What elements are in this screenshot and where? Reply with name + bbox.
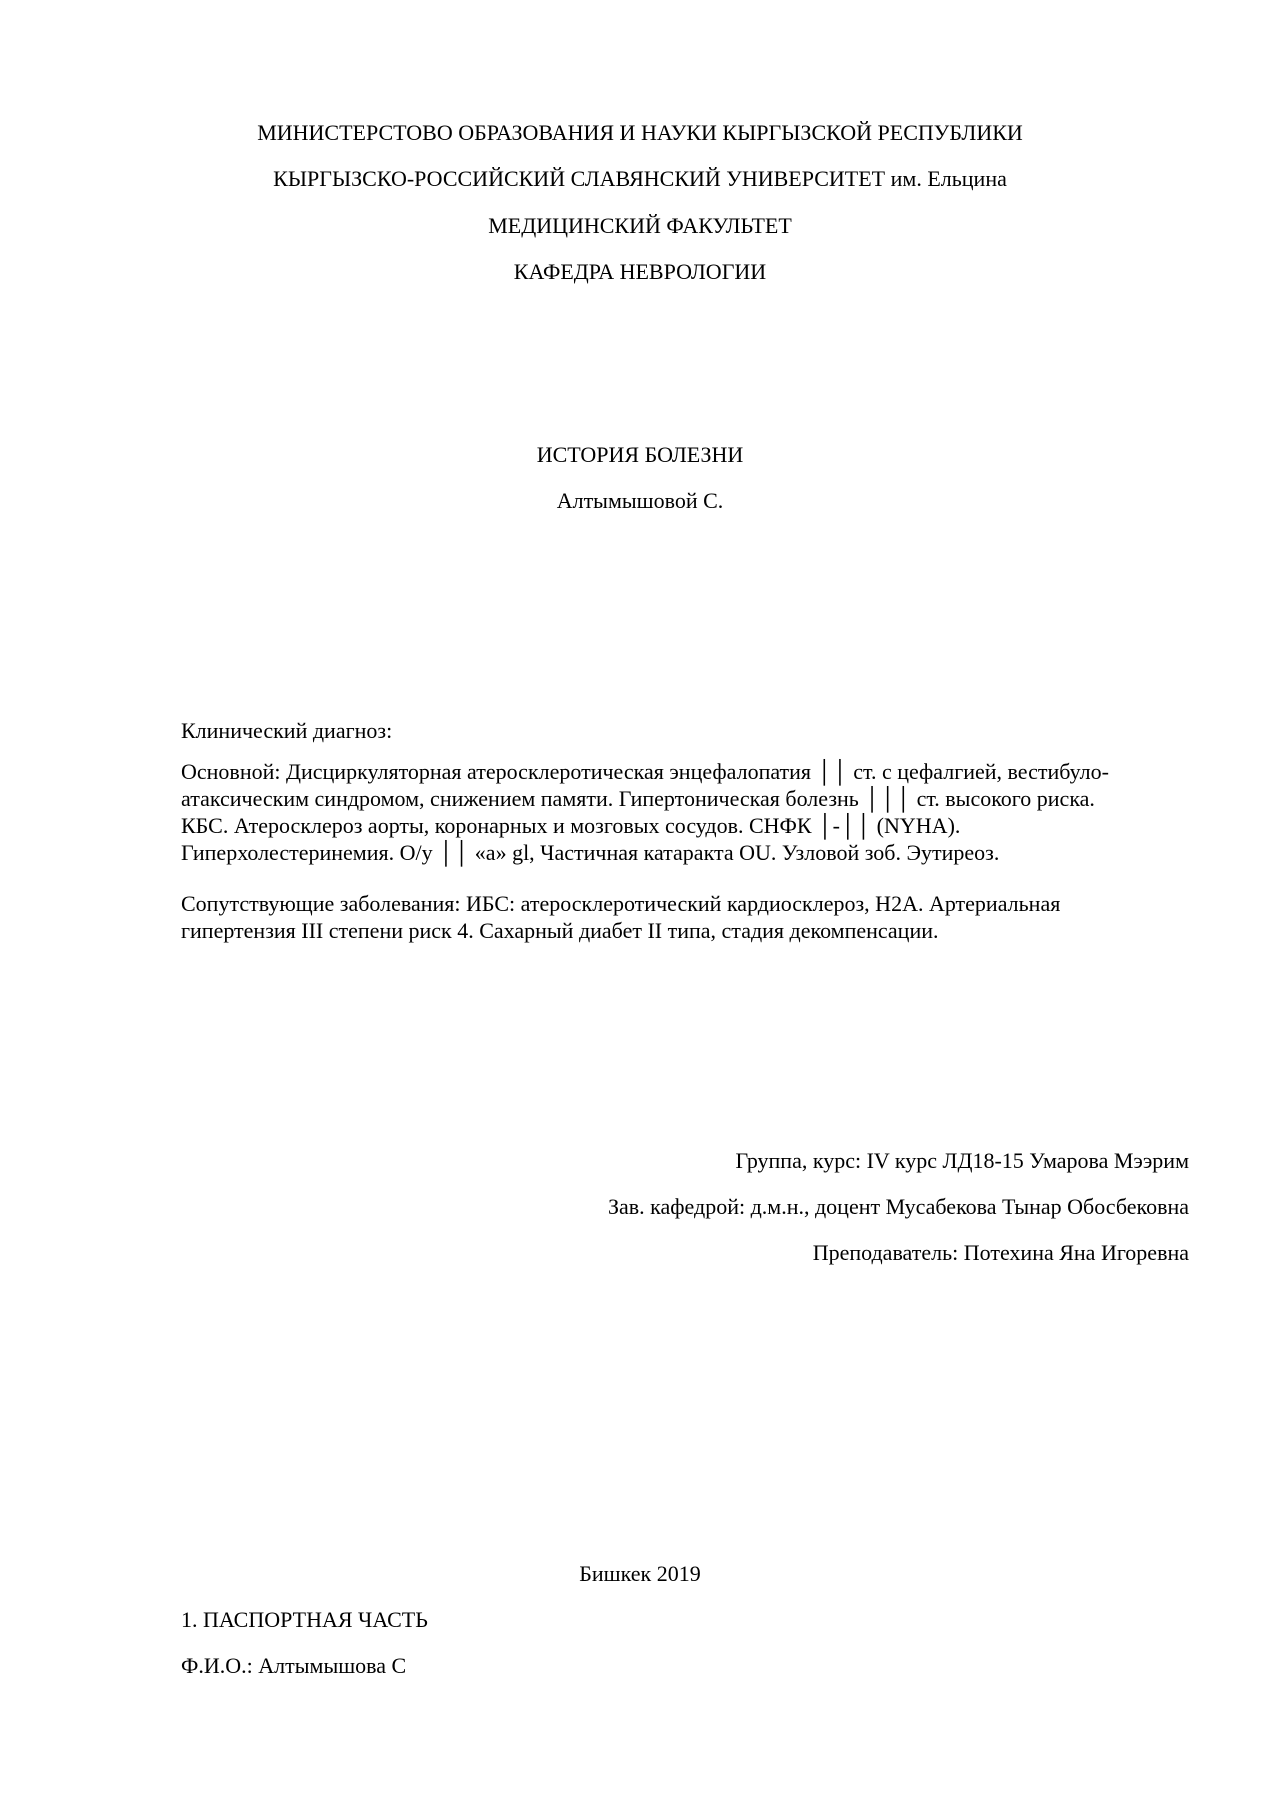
- teacher: Преподаватель: Потехина Яна Игоревна: [812, 1240, 1189, 1265]
- main-diagnosis-line: атаксическим синдромом, снижением памяти. Гипертоническая болезнь │││ ст. высокого риска.: [181, 786, 1095, 811]
- comorbid-diagnosis: [181, 890, 1191, 944]
- patient-fio: Ф.И.О.: Алтымышова С: [181, 1653, 407, 1678]
- comorbid-diagnosis-line: Сопутствующие заболевания: ИБС: атеросклеротический кардиосклероз, Н2А. Артериальная: [181, 891, 1061, 916]
- department-heading: КАФЕДРА НЕВРОЛОГИИ: [513, 259, 767, 284]
- main-diagnosis: [181, 758, 1191, 866]
- main-diagnosis-line: КБС. Атеросклероз аорты, коронарных и мозговых сосудов. СНФК │-││ (NYHA).: [181, 813, 961, 838]
- ministry-heading: МИНИСТЕРСТОВО ОБРАЗОВАНИЯ И НАУКИ КЫРГЫЗСКОЙ РЕСПУБЛИКИ: [257, 120, 1023, 145]
- department-head: Зав. кафедрой: д.м.н., доцент Мусабекова Тынар Обосбековна: [607, 1194, 1189, 1219]
- diagnosis-heading: Клинический диагноз:: [181, 718, 393, 743]
- university-heading: КЫРГЫЗСКО-РОССИЙСКИЙ СЛАВЯНСКИЙ УНИВЕРСИТЕТ им. Ельцина: [273, 166, 1007, 191]
- patient-name: Алтымышовой С.: [556, 488, 724, 513]
- group-course: Группа, курс: IV курс ЛД18-15 Умарова Мээрим: [735, 1148, 1189, 1173]
- faculty-heading: МЕДИЦИНСКИЙ ФАКУЛЬТЕТ: [488, 213, 792, 238]
- main-diagnosis-line: Основной: Дисциркуляторная атеросклеротическая энцефалопатия ││ ст. с цефалгией, вестибуло-: [181, 759, 1109, 784]
- passport-section-heading: 1. ПАСПОРТНАЯ ЧАСТЬ: [181, 1607, 428, 1632]
- comorbid-diagnosis-line: гипертензия III степени риск 4. Сахарный диабет II типа, стадия декомпенсации.: [181, 918, 939, 943]
- city-year: Бишкек 2019: [579, 1561, 701, 1586]
- document-title: ИСТОРИЯ БОЛЕЗНИ: [536, 442, 744, 467]
- main-diagnosis-line: Гиперхолестеринемия. O/y ││ «a» gl, Частичная катаракта OU. Узловой зоб. Эутиреоз.: [181, 840, 1000, 865]
